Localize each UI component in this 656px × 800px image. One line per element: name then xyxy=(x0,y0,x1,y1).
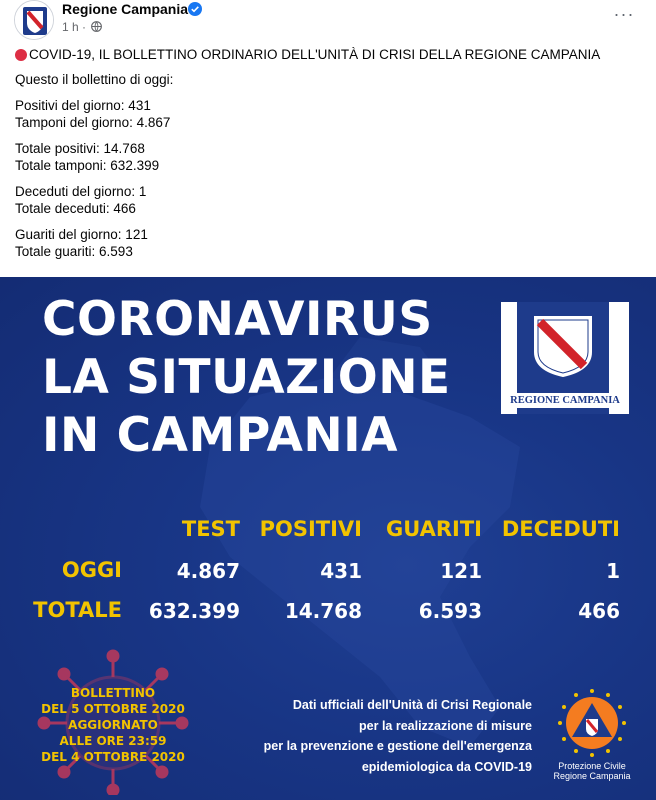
bulletin-line: ALLE ORE 23:59 xyxy=(59,734,167,748)
logo-label: REGIONE CAMPANIA xyxy=(501,393,629,408)
civil-label-line: Regione Campania xyxy=(553,771,631,781)
cell-oggi-test: 4.867 xyxy=(176,559,240,583)
civil-protection-icon xyxy=(556,687,628,759)
post-line: Tamponi del giorno: 4.867 xyxy=(15,115,171,130)
infographic-image[interactable] xyxy=(0,277,656,800)
cell-oggi-positivi: 431 xyxy=(320,559,362,583)
post-line: Totale tamponi: 632.399 xyxy=(15,158,160,173)
bulletin-line: DEL 4 OTTOBRE 2020 xyxy=(41,750,185,764)
page-name[interactable]: Regione Campania xyxy=(62,1,189,17)
column-header-guariti: GUARITI xyxy=(385,517,482,541)
post-line: Positivi del giorno: 431 xyxy=(15,98,151,113)
post-line: Deceduti del giorno: 1 xyxy=(15,184,147,199)
post-text xyxy=(15,46,645,260)
title-line: IN CAMPANIA xyxy=(42,408,399,463)
red-circle-icon xyxy=(15,49,27,61)
row-header-oggi: OGGI xyxy=(61,558,122,582)
bulletin-line: DEL 5 OTTOBRE 2020 xyxy=(41,702,185,716)
globe-icon xyxy=(91,21,102,32)
cell-oggi-guariti: 121 xyxy=(440,559,482,583)
post-line: Guariti del giorno: 121 xyxy=(15,227,148,242)
cell-totale-test: 632.399 xyxy=(148,599,240,623)
post-headline xyxy=(15,46,645,63)
cell-oggi-deceduti: 1 xyxy=(606,559,620,583)
footer-line: per la realizzazione di misure xyxy=(359,718,532,733)
column-header-test: TEST xyxy=(181,517,240,541)
post-line: Totale guariti: 6.593 xyxy=(15,244,133,259)
footer-line: per la prevenzione e gestione dell'emergenza xyxy=(263,739,532,753)
post-header xyxy=(0,0,656,42)
avatar[interactable] xyxy=(14,0,54,40)
footer-text xyxy=(230,695,532,777)
bulletin-line: BOLLETTINO xyxy=(70,686,156,700)
bulletin-date xyxy=(18,685,208,765)
post-meta xyxy=(62,20,102,34)
verified-icon xyxy=(188,2,202,16)
post-line: Totale positivi: 14.768 xyxy=(15,141,145,156)
post-line: Totale deceduti: 466 xyxy=(15,201,136,216)
civil-protection-label xyxy=(534,761,650,781)
civil-label-line: Protezione Civile xyxy=(558,761,626,771)
column-header-deceduti: DECEDUTI xyxy=(501,517,620,541)
cell-totale-deceduti: 466 xyxy=(578,599,620,623)
cell-totale-positivi: 14.768 xyxy=(284,599,362,623)
title-line: LA SITUAZIONE xyxy=(42,350,451,405)
more-icon[interactable]: ··· xyxy=(613,4,635,24)
post-intro: Questo il bollettino di oggi: xyxy=(15,72,174,87)
cell-totale-guariti: 6.593 xyxy=(418,599,482,623)
column-header-positivi: POSITIVI xyxy=(259,517,362,541)
headline-text: COVID-19, IL BOLLETTINO ORDINARIO DELL'UNITÀ DI CRISI DELLA REGIONE CAMPANIA xyxy=(29,47,601,62)
row-header-totale: TOTALE xyxy=(33,598,122,622)
footer-line: epidemiologica da COVID-19 xyxy=(361,759,532,774)
footer-line: Dati ufficiali dell'Unità di Crisi Regionale xyxy=(292,698,532,712)
meta-separator: · xyxy=(82,20,87,34)
bulletin-line: AGGIORNATO xyxy=(68,718,158,732)
title-line: CORONAVIRUS xyxy=(42,292,433,347)
post-time[interactable]: 1 h xyxy=(62,20,79,34)
